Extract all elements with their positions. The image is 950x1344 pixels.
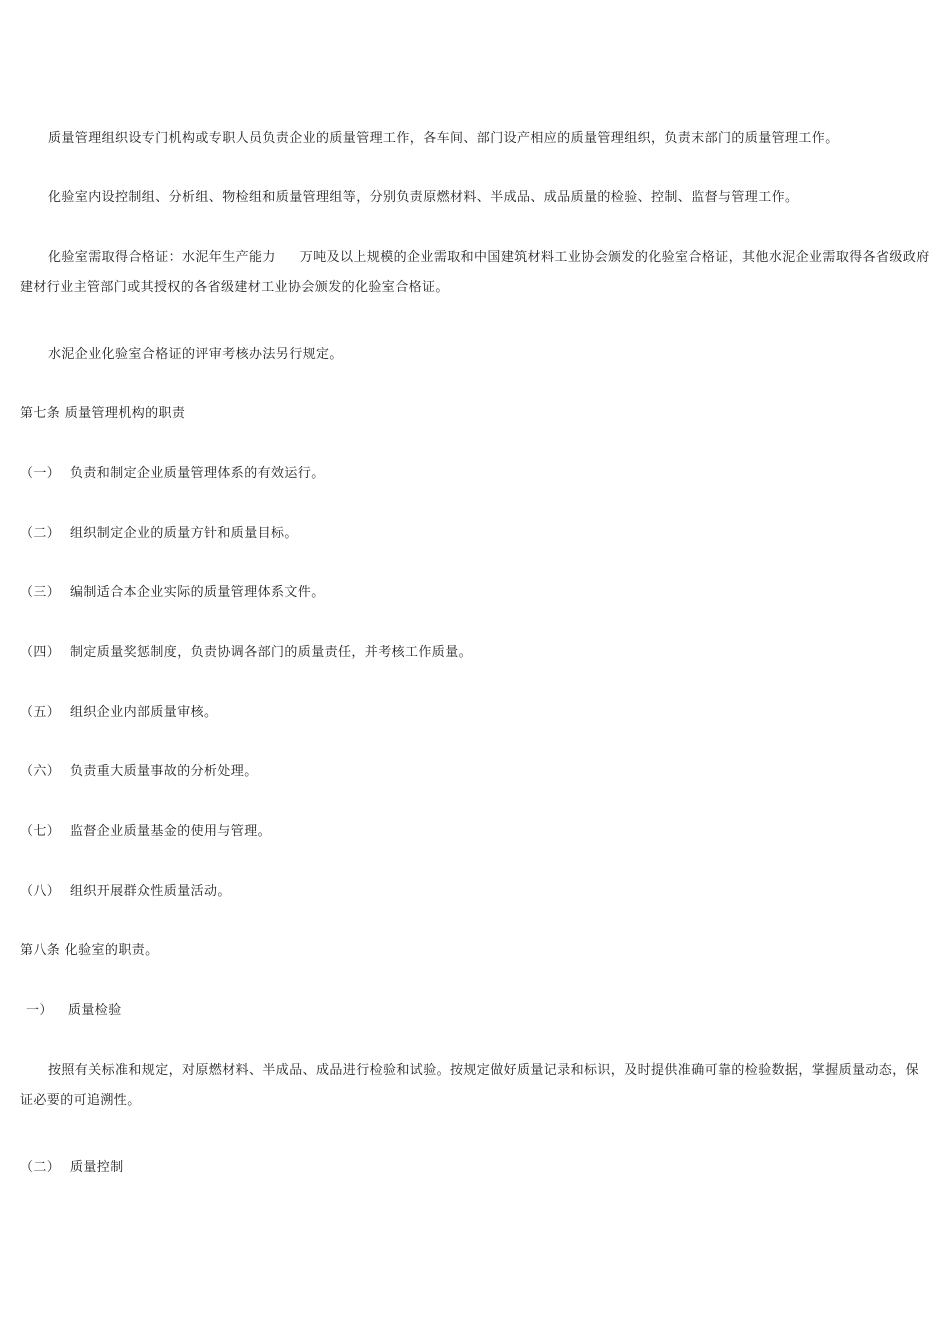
article-7-item-2	[20, 519, 932, 549]
item-text: 质量检验	[68, 1003, 122, 1018]
paragraph-assessment: 水泥企业化验室合格证的评审考核办法另行规定。	[48, 347, 343, 362]
article-7-item-8	[20, 877, 932, 907]
item-text: 组织开展群众性质量活动。	[70, 884, 231, 899]
paragraph-lab-certificate	[20, 243, 932, 303]
item-number: （四）	[20, 645, 61, 660]
item-number: （五）	[20, 705, 61, 720]
item-number: （二）	[20, 526, 61, 541]
item-number: 一）	[26, 1003, 53, 1018]
item-number: （七）	[20, 824, 61, 839]
article-8-item-2	[20, 1153, 932, 1183]
item-text: 质量控制	[70, 1160, 124, 1175]
item-text: 负责和制定企业质量管理体系的有效运行。	[70, 466, 325, 481]
item-text: 制定质量奖惩制度，负责协调各部门的质量责任，并考核工作质量。	[70, 645, 473, 660]
article-7-item-7	[20, 817, 932, 847]
certificate-text-part2: 万吨及以上规模的企业需取和中国建筑材料工业协会颁发的化验室合格证，其他水泥企业需取得各省级政府建材行业主管部门或其授权的各省级建材工业协会颁发的化验室合格证。	[20, 250, 930, 295]
paragraph-quality-org: 质量管理组织设专门机构或专职人员负责企业的质量管理工作，各车间、部门设产相应的质量管理组织，负责末部门的质量管理工作。	[48, 131, 839, 146]
article-7-item-3	[20, 578, 932, 608]
article-7-item-5	[20, 698, 932, 728]
item-number: （三）	[20, 585, 61, 600]
certificate-text-part1: 化验室需取得合格证：水泥年生产能力	[48, 250, 276, 265]
article-7-item-6	[20, 757, 932, 787]
item-number: （一）	[20, 466, 61, 481]
item-number: （二）	[20, 1160, 61, 1175]
item-text: 监督企业质量基金的使用与管理。	[70, 824, 272, 839]
article-7-item-4	[20, 638, 932, 668]
item-text: 编制适合本企业实际的质量管理体系文件。	[70, 585, 325, 600]
item-text: 负责重大质量事故的分析处理。	[70, 764, 258, 779]
article-8-heading: 第八条 化验室的职责。	[20, 943, 159, 958]
item-number: （八）	[20, 884, 61, 899]
paragraph-quality-inspection: 按照有关标准和规定，对原燃材料、半成品、成品进行检验和试验。按规定做好质量记录和标识，及时提供准确可靠的检验数据，掌握质量动态，保证必要的可追溯性。	[20, 1063, 920, 1108]
item-number: （六）	[20, 764, 61, 779]
article-8-item-1	[20, 996, 932, 1026]
article-7-heading: 第七条 质量管理机构的职责	[20, 406, 186, 421]
item-text: 组织制定企业的质量方针和质量目标。	[70, 526, 298, 541]
item-text: 组织企业内部质量审核。	[70, 705, 218, 720]
article-7-item-1	[20, 459, 932, 489]
paragraph-lab-groups: 化验室内设控制组、分析组、物检组和质量管理组等，分别负责原燃材料、半成品、成品质量的检验、控制、监督与管理工作。	[48, 190, 799, 205]
